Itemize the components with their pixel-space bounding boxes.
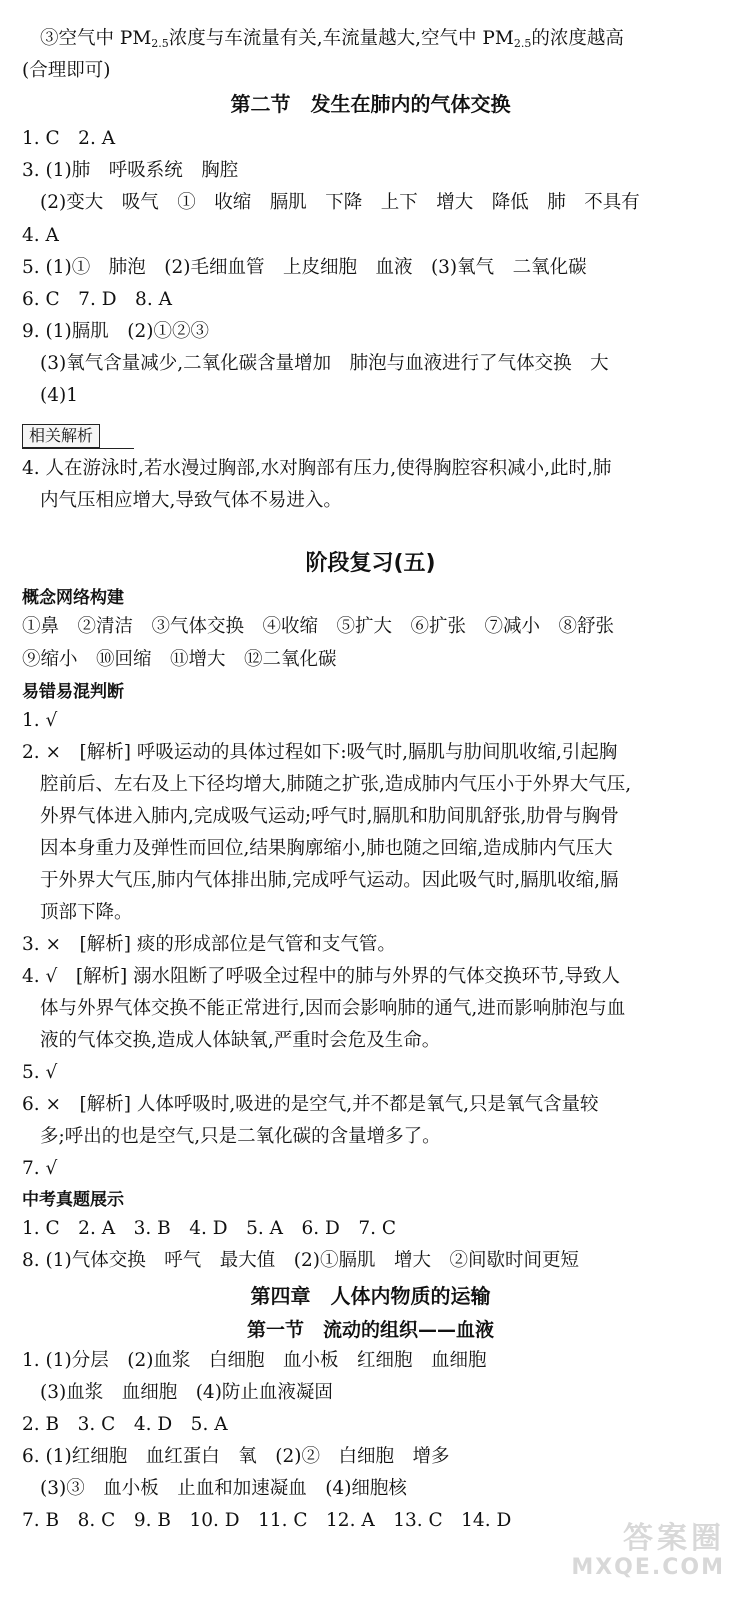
answer-line: 4. A (22, 225, 59, 246)
judge-line: 于外界大气压,肺内气体排出肺,完成呼气运动。因此吸气时,膈肌收缩,膈 (40, 870, 619, 891)
top-line-1: ③空气中 PM2.5浓度与车流量有关,车流量越大,空气中 PM2.5的浓度越高 (40, 28, 624, 50)
judge-line: 外界气体进入肺内,完成吸气运动;呼气时,膈肌和肋间肌舒张,肋骨与胸骨 (40, 806, 619, 827)
judge-line: 顶部下降。 (40, 902, 133, 923)
judge-line: 腔前后、左右及上下径均增大,肺随之扩张,造成肺内气压小于外界大气压, (40, 774, 632, 795)
section-title: 第一节 流动的组织——血液 (246, 1319, 494, 1341)
answer-line: (2)变大 吸气 ① 收缩 膈肌 下降 上下 增大 降低 肺 不具有 (40, 192, 640, 213)
answer-line: 1. (1)分层 (2)血浆 白细胞 血小板 红细胞 血细胞 (22, 1350, 487, 1371)
exam-line: 8. (1)气体交换 呼气 最大值 (2)①膈肌 增大 ②间歇时间更短 (22, 1250, 579, 1271)
analysis-line: 内气压相应增大,导致气体不易进入。 (40, 490, 342, 511)
analysis-tag: 相关解析 (22, 424, 100, 448)
concept-line: ①鼻 ②清洁 ③气体交换 ④收缩 ⑤扩大 ⑥扩张 ⑦减小 ⑧舒张 (22, 616, 615, 637)
exam-line: 1. C 2. A 3. B 4. D 5. A 6. D 7. C (22, 1218, 397, 1239)
answer-line: 7. B 8. C 9. B 10. D 11. C 12. A 13. C 14. D (22, 1510, 512, 1531)
answer-line: (3)氧气含量减少,二氧化碳含量增加 肺泡与血液进行了气体交换 大 (40, 353, 609, 374)
chapter-title: 第四章 人体内物质的运输 (250, 1284, 491, 1308)
concept-label: 概念网络构建 (22, 588, 124, 608)
analysis-line: 4. 人在游泳时,若水漫过胸部,水对胸部有压力,使得胸腔容积减小,此时,肺 (22, 458, 612, 479)
answer-line: 3. (1)肺 呼吸系统 胸腔 (22, 160, 239, 181)
judge-line: 5. √ (22, 1062, 58, 1083)
analysis-tag-underline (22, 448, 134, 449)
judge-line: 1. √ (22, 710, 58, 731)
answer-line: (3)③ 血小板 止血和加速凝血 (4)细胞核 (40, 1478, 407, 1499)
answer-line: (4)1 (40, 385, 78, 406)
judge-line: 多;呼出的也是空气,只是二氧化碳的含量增多了。 (40, 1126, 441, 1147)
watermark-logo: 答案圈 MXQE.COM (571, 1521, 725, 1580)
answer-line: 2. B 3. C 4. D 5. A (22, 1414, 228, 1435)
answer-line: (3)血浆 血细胞 (4)防止血液凝固 (40, 1382, 333, 1403)
judge-label: 易错易混判断 (22, 682, 124, 702)
judge-line: 7. √ (22, 1158, 58, 1179)
judge-line: 液的气体交换,造成人体缺氧,严重时会危及生命。 (40, 1030, 441, 1051)
top-line-2: (合理即可) (22, 60, 111, 81)
answer-line: 6. (1)红细胞 血红蛋白 氧 (2)② 白细胞 增多 (22, 1446, 450, 1467)
answer-line: 6. C 7. D 8. A (22, 289, 172, 310)
answer-line: 5. (1)① 肺泡 (2)毛细血管 上皮细胞 血液 (3)氧气 二氧化碳 (22, 257, 587, 278)
judge-line: 4. √ [解析] 溺水阻断了呼吸全过程中的肺与外界的气体交换环节,导致人 (22, 966, 621, 987)
judge-line: 因本身重力及弹性而回位,结果胸廓缩小,肺也随之回缩,造成肺内气压大 (40, 838, 613, 859)
section-title: 第二节 发生在肺内的气体交换 (230, 92, 511, 116)
judge-line: 3. × [解析] 痰的形成部位是气管和支气管。 (22, 934, 396, 955)
review-title: 阶段复习(五) (305, 551, 436, 576)
judge-line: 2. × [解析] 呼吸运动的具体过程如下:吸气时,膈肌与肋间肌收缩,引起胸 (22, 742, 618, 763)
concept-line: ⑨缩小 ⑩回缩 ⑪增大 ⑫二氧化碳 (22, 649, 337, 670)
answer-line: 9. (1)膈肌 (2)①②③ (22, 321, 209, 342)
judge-line: 体与外界气体交换不能正常进行,因而会影响肺的通气,进而影响肺泡与血 (40, 998, 626, 1019)
exam-label: 中考真题展示 (22, 1190, 124, 1210)
judge-line: 6. × [解析] 人体呼吸时,吸进的是空气,并不都是氧气,只是氧气含量较 (22, 1094, 599, 1115)
answer-line: 1. C 2. A (22, 128, 116, 149)
